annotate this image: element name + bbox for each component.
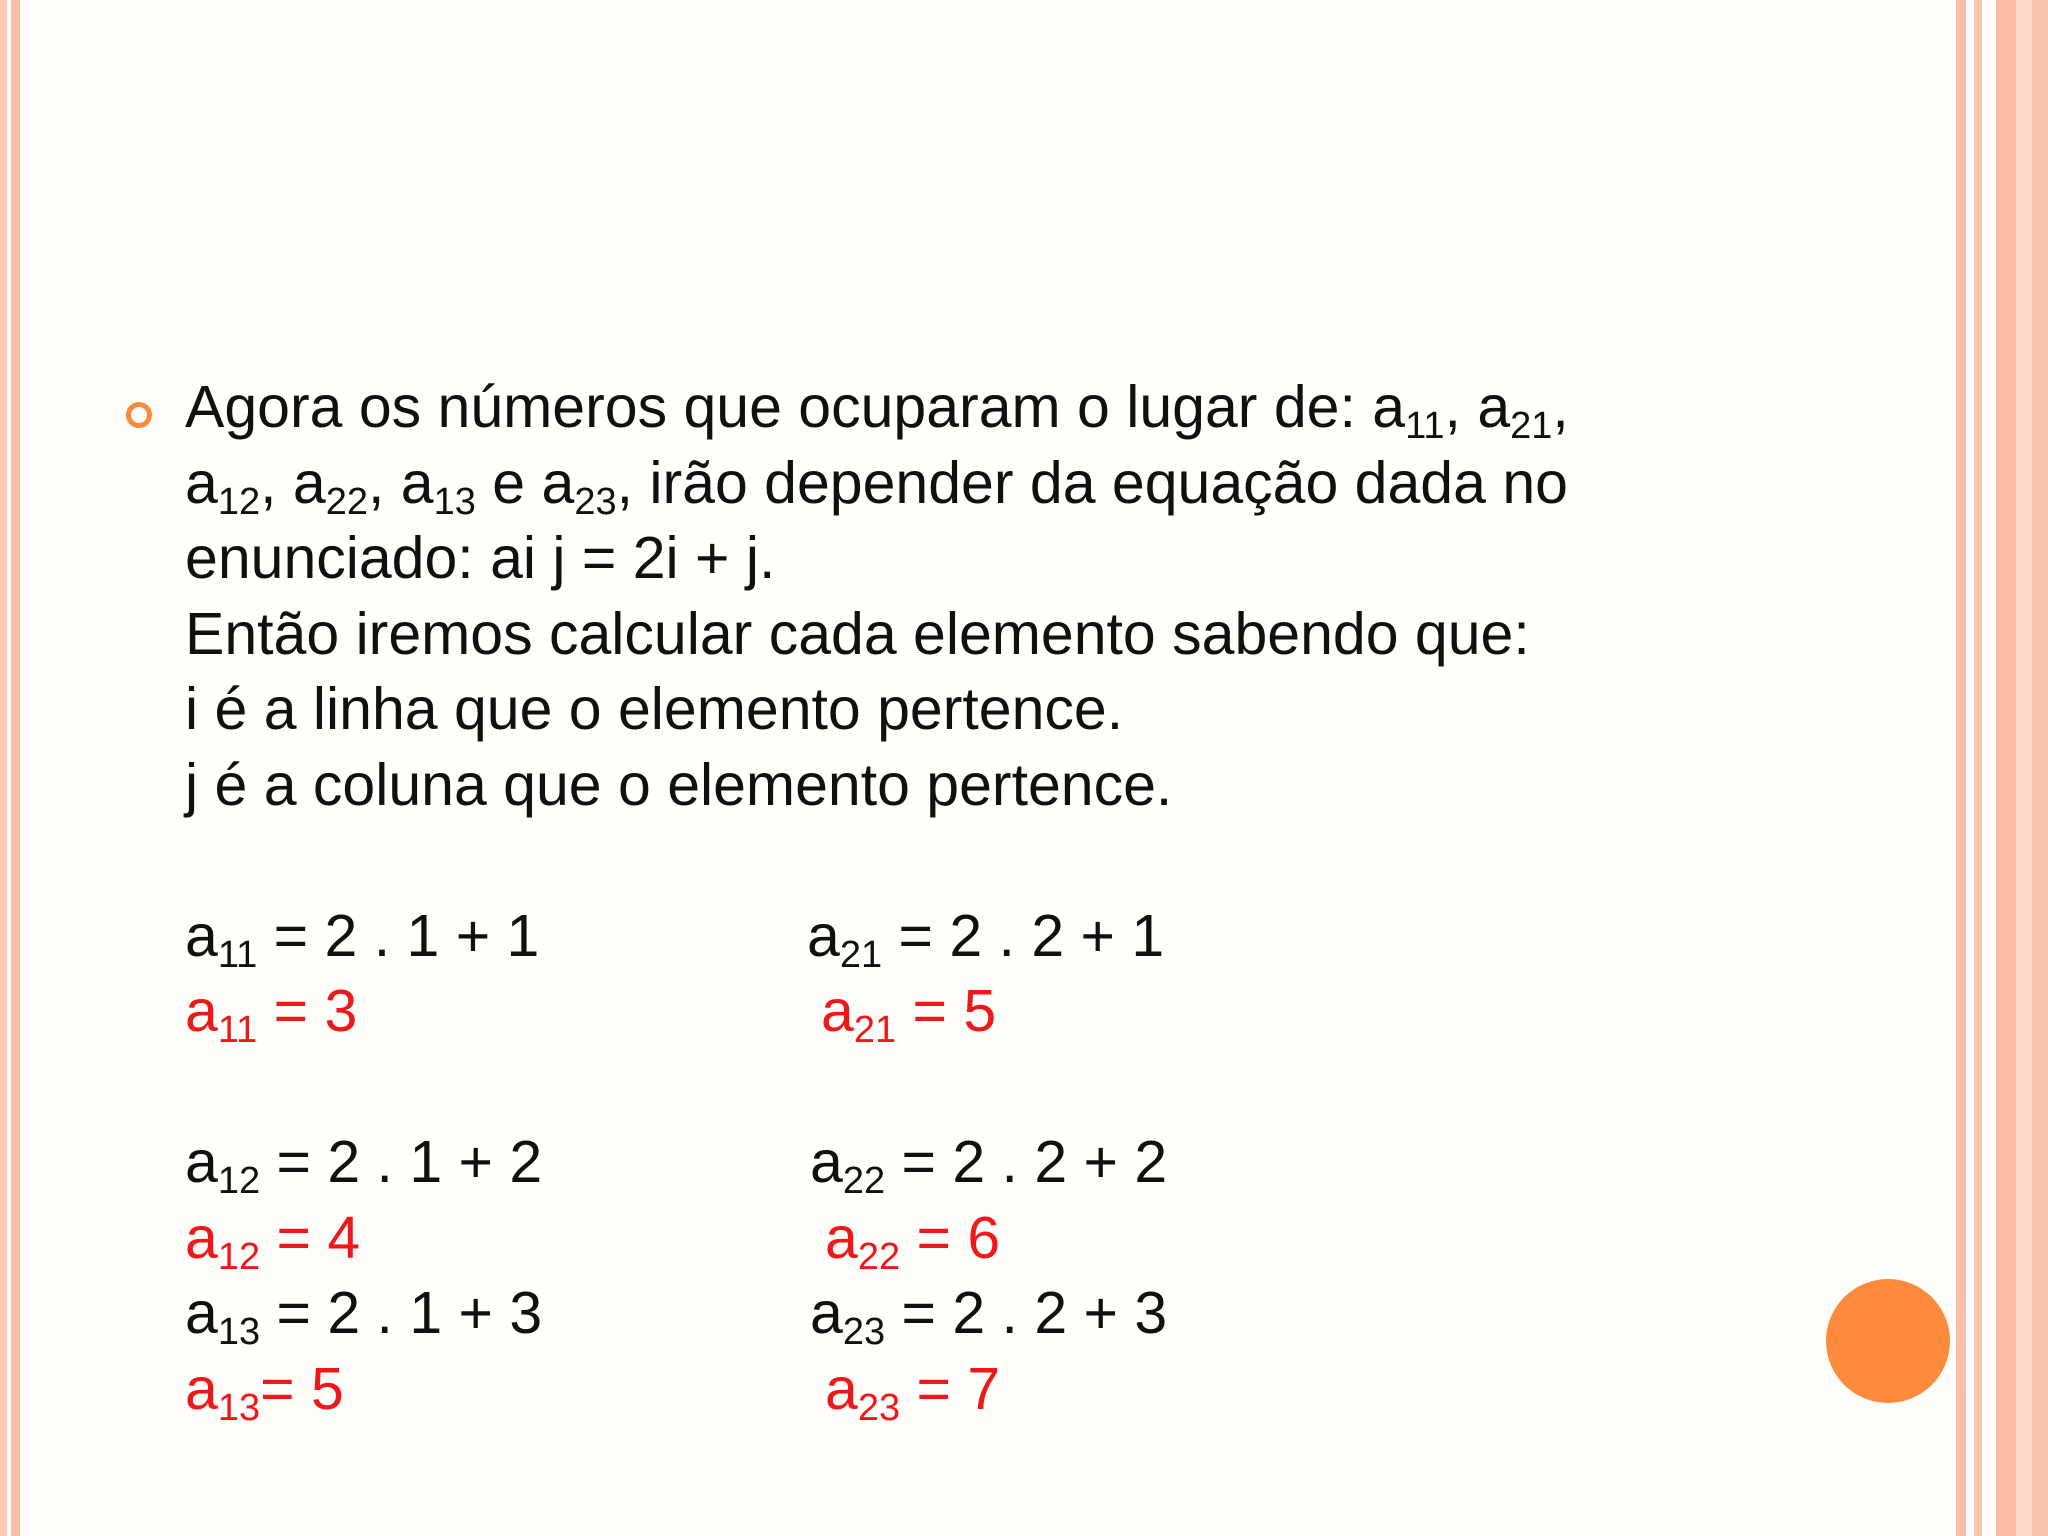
intro-line-2 [185,446,1715,522]
intro-text: e a [475,449,575,516]
subscript: 13 [217,1311,261,1353]
eq-rest: = 4 [260,1204,361,1271]
subscript: 21 [1510,405,1553,447]
intro-line-4: Então iremos calcular cada elemento sabendo que: [185,600,1530,667]
equation-row-a12-a22-result [185,1201,1715,1277]
equation-a21-calc [807,899,1164,975]
eq-base: a [807,902,840,969]
subscript: 11 [217,933,258,976]
intro-line-1 [185,370,1715,446]
equation-a12-result [185,1201,360,1277]
eq-rest: = 2 . 2 + 2 [885,1129,1168,1195]
intro-line-6: j é a coluna que o elemento pertence. [185,751,1173,818]
spacer [185,1050,1715,1126]
equation-a11-calc [185,899,539,975]
intro-text: Agora os números que ocuparam o lugar de: a [185,374,1406,440]
intro-text: , irão depender da equação dada no [616,449,1568,516]
equation-a13-result [185,1352,344,1428]
equation-a11-result [185,974,357,1050]
eq-base: a [185,902,218,969]
eq-base: a [810,1129,843,1195]
equation-a13-calc [185,1276,542,1352]
eq-rest: = 5 [896,978,997,1044]
equation-row-a12-a22-calc [185,1125,1715,1201]
eq-rest: = 3 [257,978,358,1044]
right-border-stripes [1956,0,2048,1536]
eq-base: a [825,1204,858,1271]
subscript: 22 [842,1160,886,1202]
intro-text: , a [1444,374,1511,440]
eq-rest: = 2 . 1 + 3 [260,1280,543,1346]
eq-rest: = 2 . 2 + 3 [885,1280,1168,1346]
subscript: 22 [857,1235,901,1278]
intro-text: , [1552,374,1569,440]
intro-text: , a [260,449,326,516]
eq-rest: = 5 [260,1355,344,1422]
bullet-ring-icon [126,402,152,428]
equation-a12-calc [185,1125,542,1201]
subscript: 13 [433,480,476,523]
eq-base: a [185,1280,218,1346]
eq-base: a [825,1355,858,1422]
equation-row-a11-a21-calc [185,899,1715,975]
equation-a23-calc [810,1276,1167,1352]
equation-a22-calc [810,1125,1167,1201]
eq-rest: = 2 . 2 + 1 [882,902,1165,969]
eq-base: a [821,978,854,1044]
equation-row-a13-a23-result [185,1352,1715,1428]
eq-base: a [185,1355,218,1422]
left-border-stripes [0,0,20,1536]
subscript: 21 [853,1009,897,1051]
equation-a21-result [821,974,996,1050]
eq-base: a [810,1280,843,1346]
equation-a23-result [825,1352,1000,1428]
eq-base: a [185,1129,218,1195]
subscript: 12 [217,480,261,523]
slide-body [185,370,1715,1427]
eq-rest: = 2 . 1 + 2 [260,1129,543,1195]
subscript: 11 [1405,405,1445,447]
eq-base: a [185,978,218,1044]
eq-rest: = 6 [900,1204,1001,1271]
equation-row-a13-a23-calc [185,1276,1715,1352]
eq-rest: = 7 [900,1355,1001,1422]
subscript: 12 [217,1235,261,1278]
eq-rest: = 2 . 1 + 1 [257,902,540,969]
subscript: 23 [857,1386,901,1429]
subscript: 13 [217,1386,261,1429]
intro-line-3: enunciado: ai j = 2i + j. [185,525,776,591]
subscript: 11 [217,1009,258,1051]
intro-line-5: i é a linha que o elemento pertence. [185,676,1124,742]
subscript: 12 [217,1160,261,1202]
equation-row-a11-a21-result [185,974,1715,1050]
intro-text: , a [368,449,434,516]
intro-text: a [185,449,218,516]
orange-circle-decoration [1826,1279,1950,1403]
eq-base: a [185,1204,218,1271]
subscript: 21 [839,933,883,976]
subscript: 23 [842,1311,886,1353]
equation-a22-result [825,1201,1000,1277]
spacer [185,823,1715,899]
subscript: 22 [325,480,368,523]
subscript: 23 [574,480,617,523]
